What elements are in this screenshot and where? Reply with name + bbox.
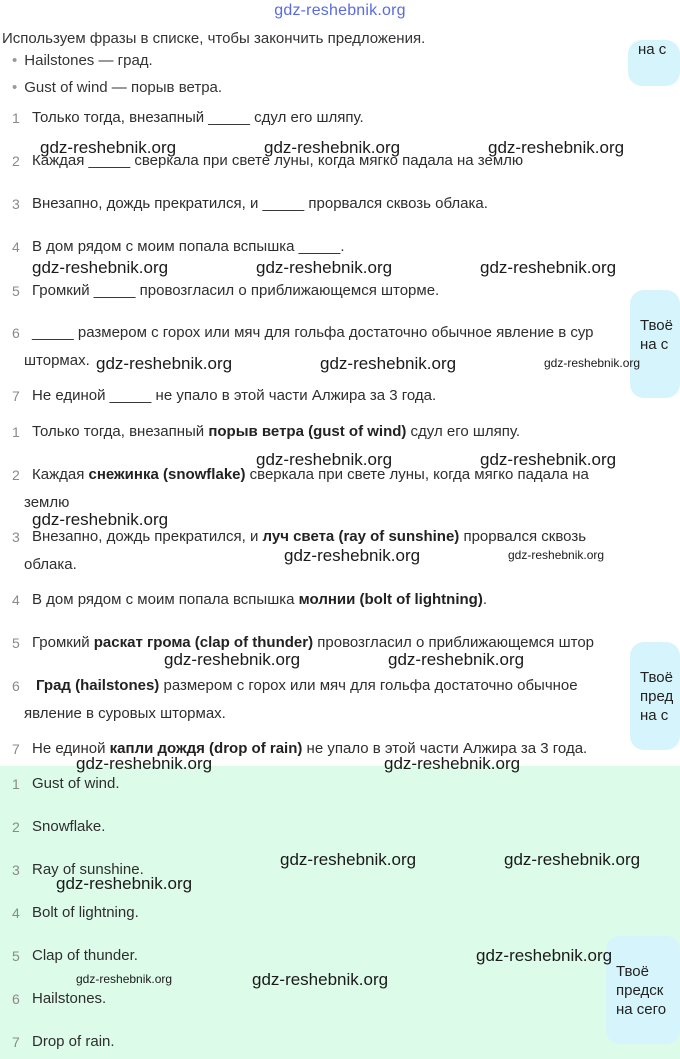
question-text: Внезапно, дождь прекратился, и _____ прорвался сквозь облака. <box>32 195 488 212</box>
chat-bubble-text: Твоё на с <box>640 317 673 353</box>
watermark: gdz-reshebnik.org <box>264 138 401 157</box>
watermark: gdz-reshebnik.org <box>320 354 457 373</box>
chat-bubble-text: Твоё пред на с <box>640 669 674 724</box>
chat-bubble[interactable] <box>630 290 680 398</box>
watermark: gdz-reshebnik.org <box>280 850 417 869</box>
question-number: 7 <box>12 388 20 404</box>
filled-continuation: облака. <box>24 556 77 573</box>
filled-post: прорвался сквозь <box>459 528 587 545</box>
answer-number: 5 <box>12 948 20 964</box>
chat-bubble-text: на с <box>638 41 667 58</box>
filled-answer: луч света (ray of sunshine) <box>262 528 460 545</box>
filled-number: 2 <box>12 467 20 483</box>
filled-post: сдул его шляпу. <box>406 423 521 440</box>
filled-number: 4 <box>12 592 20 608</box>
answer-text: Drop of rain. <box>32 1033 115 1050</box>
filled-answer: порыв ветра (gust of wind) <box>208 423 407 440</box>
answer-number: 3 <box>12 862 20 878</box>
watermark: gdz-reshebnik.org <box>96 354 233 373</box>
filled-pre: Внезапно, дождь прекратился, и <box>32 528 263 545</box>
question-number: 6 <box>12 325 20 341</box>
chat-bubble[interactable] <box>630 642 680 750</box>
watermark: gdz-reshebnik.org <box>480 450 617 469</box>
watermark: gdz-reshebnik.org <box>480 258 617 277</box>
bullet-hailstones: • Hailstones — град. <box>12 52 153 69</box>
filled-row <box>0 672 640 728</box>
watermark: gdz-reshebnik.org <box>76 972 173 986</box>
question-number: 4 <box>12 239 20 255</box>
answer-text: Ray of sunshine. <box>32 861 144 878</box>
question-text: Каждая _____ сверкала при свете луны, когда мягко падала на землю <box>32 152 524 169</box>
chat-bubble[interactable] <box>606 936 680 1044</box>
filled-pre: Громкий <box>32 634 94 651</box>
watermark: gdz-reshebnik.org <box>76 754 213 773</box>
answer-number: 1 <box>12 776 20 792</box>
watermark: gdz-reshebnik.org <box>256 258 393 277</box>
filled-number: 7 <box>12 741 20 757</box>
header-watermark[interactable]: gdz-reshebnik.org <box>274 2 406 19</box>
watermark: gdz-reshebnik.org <box>508 548 605 562</box>
watermark: gdz-reshebnik.org <box>32 258 169 277</box>
watermark: gdz-reshebnik.org <box>256 450 393 469</box>
filled-post: не упало в этой части Алжира за 3 года. <box>302 740 588 757</box>
question-number: 3 <box>12 196 20 212</box>
filled-continuation: явление в суровых штормах. <box>24 705 226 722</box>
question-text-continuation: штормах. <box>24 352 90 369</box>
question-text: _____ размером с горох или мяч для гольфа достаточно обычное явление в сур <box>32 324 594 341</box>
answer-text: Clap of thunder. <box>32 947 138 964</box>
filled-number: 1 <box>12 424 20 440</box>
watermark: gdz-reshebnik.org <box>544 356 641 370</box>
filled-post: провозгласил о приближающемся штор <box>313 634 595 651</box>
answer-number: 2 <box>12 819 20 835</box>
instruction-text: Используем фразы в списке, чтобы закончить предложения. <box>2 30 426 47</box>
watermark: gdz-reshebnik.org <box>56 874 193 893</box>
filled-pre: Только тогда, внезапный <box>32 423 209 440</box>
filled-number: 6 <box>12 678 20 694</box>
filled-post: сверкала при свете луны, когда мягко падала на <box>245 466 589 483</box>
filled-continuation: землю <box>24 494 70 511</box>
question-text: Только тогда, внезапный _____ сдул его шляпу. <box>32 109 364 126</box>
filled-post: . <box>482 591 487 608</box>
answer-number: 4 <box>12 905 20 921</box>
question-number: 2 <box>12 153 20 169</box>
filled-answer: раскат грома (clap of thunder) <box>93 634 314 651</box>
watermark: gdz-reshebnik.org <box>164 650 301 669</box>
question-text: В дом рядом с моим попала вспышка _____. <box>32 238 345 255</box>
watermark: gdz-reshebnik.org <box>384 754 521 773</box>
answer-text: Snowflake. <box>32 818 106 835</box>
question-text: Громкий _____ провозгласил о приближающемся шторме. <box>32 282 440 299</box>
bullet-gust-of-wind: • Gust of wind — порыв ветра. <box>12 79 222 96</box>
filled-number: 3 <box>12 529 20 545</box>
filled-post: размером с горох или мяч для гольфа достаточно обычное <box>159 677 578 694</box>
answer-text: Gust of wind. <box>32 775 120 792</box>
answer-number: 6 <box>12 991 20 1007</box>
watermark: gdz-reshebnik.org <box>476 946 613 965</box>
answer-text: Hailstones. <box>32 990 107 1007</box>
answer-number: 7 <box>12 1034 20 1050</box>
filled-pre: Каждая <box>32 466 89 483</box>
question-number: 1 <box>12 110 20 126</box>
filled-pre: Не единой <box>32 740 110 757</box>
filled-answer: молнии (bolt of lightning) <box>298 591 483 608</box>
filled-answer: снежинка (snowflake) <box>88 466 246 483</box>
watermark: gdz-reshebnik.org <box>488 138 625 157</box>
watermark: gdz-reshebnik.org <box>252 970 389 989</box>
filled-answer: Град (hailstones) <box>36 677 160 694</box>
question-number: 5 <box>12 283 20 299</box>
answer-text: Bolt of lightning. <box>32 904 139 921</box>
watermark: gdz-reshebnik.org <box>388 650 525 669</box>
filled-pre: В дом рядом с моим попала вспышка <box>32 591 299 608</box>
watermark: gdz-reshebnik.org <box>40 138 177 157</box>
watermark: gdz-reshebnik.org <box>504 850 641 869</box>
chat-bubble-text: Твоё предск на сего <box>616 963 667 1018</box>
watermark: gdz-reshebnik.org <box>32 510 169 529</box>
filled-answer: капли дождя (drop of rain) <box>109 740 303 757</box>
question-text: Не единой _____ не упало в этой части Алжира за 3 года. <box>32 387 437 404</box>
chat-bubble[interactable] <box>628 40 680 86</box>
filled-number: 5 <box>12 635 20 651</box>
watermark: gdz-reshebnik.org <box>284 546 421 565</box>
